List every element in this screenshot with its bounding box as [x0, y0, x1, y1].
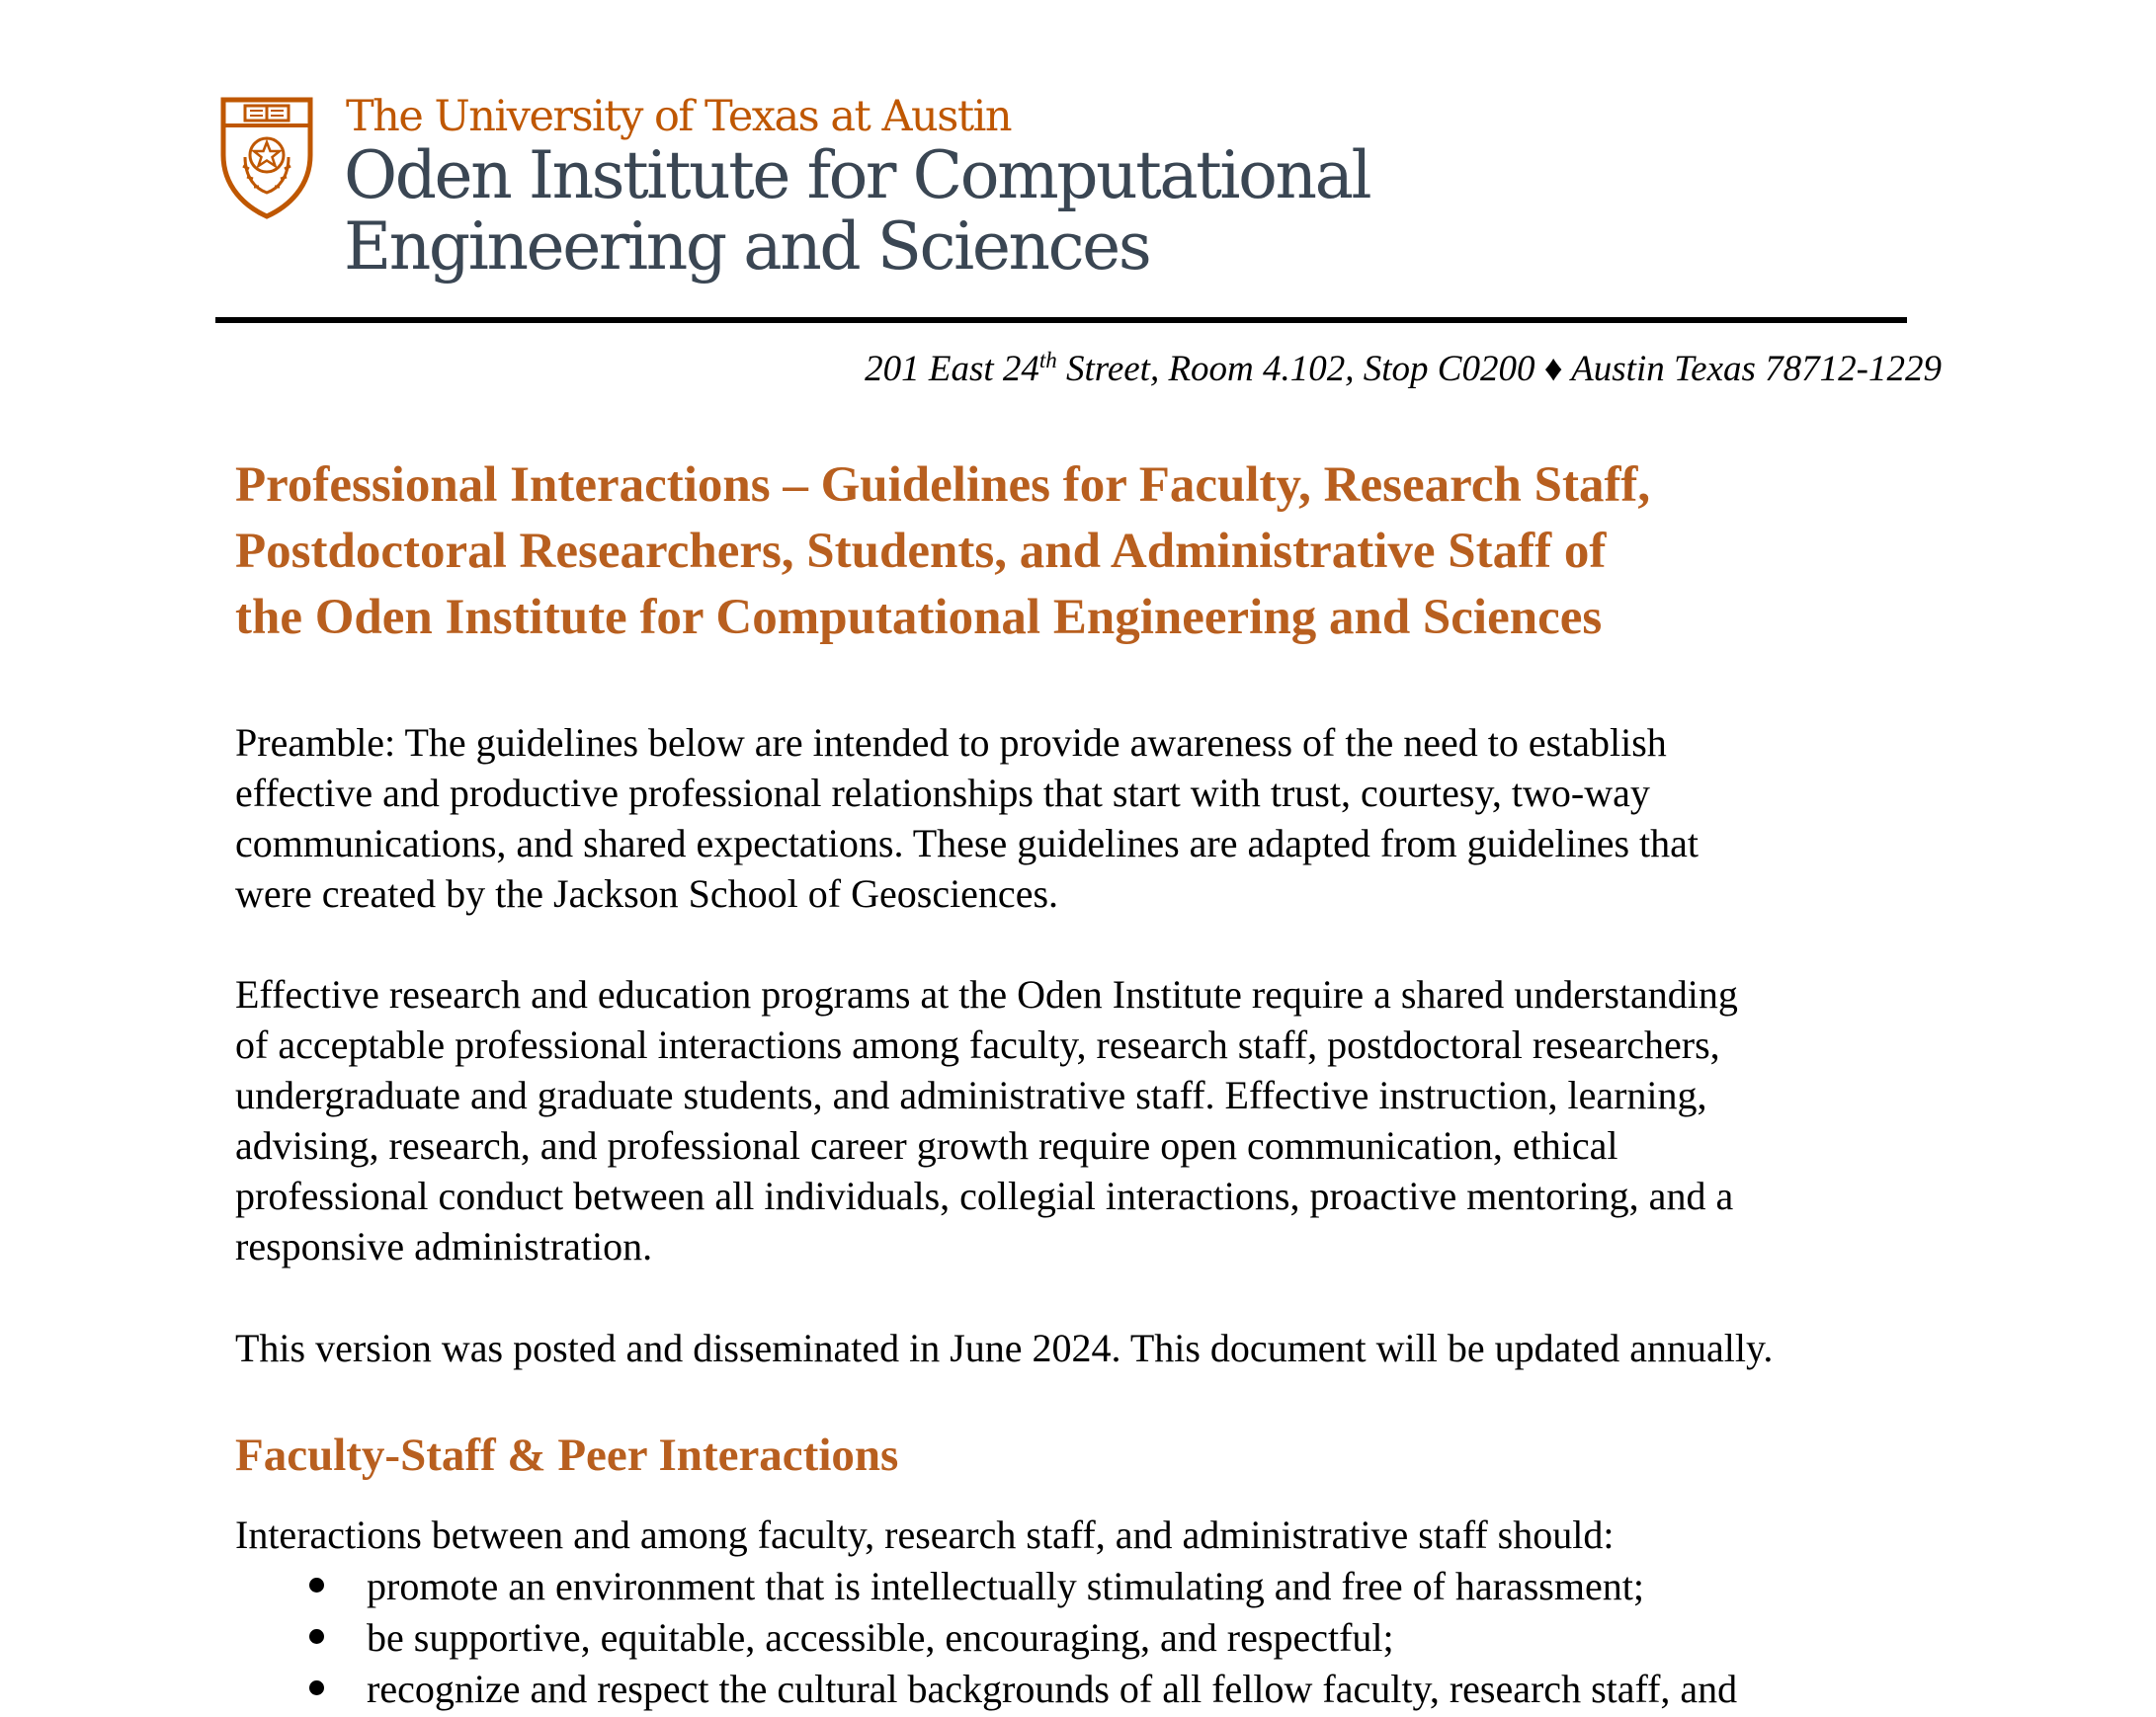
institute-name — [344, 137, 1370, 285]
bullet-item — [235, 1612, 1737, 1664]
address-street: 201 East 24 — [865, 349, 1039, 389]
paragraph-line: undergraduate and graduate students, and administrative staff. Effective instruction, learning, — [235, 1073, 1707, 1117]
document-title — [235, 452, 1935, 651]
preamble-line: were created by the Jackson School of Geosciences. — [235, 871, 1059, 916]
paragraph-line: professional conduct between all individuals, collegial interactions, proactive mentoring, and a — [235, 1174, 1734, 1218]
title-line-2: Postdoctoral Researchers, Students, and Administrative Staff of — [235, 524, 1607, 579]
version-note-text: This version was posted and disseminated in June 2024. This document will be updated annually. — [235, 1326, 1774, 1370]
bullet-dot-icon — [309, 1578, 324, 1593]
preamble-paragraph — [235, 717, 1974, 919]
paragraph-line: Effective research and education programs at the Oden Institute require a shared understanding — [235, 972, 1738, 1017]
guidelines-bullet-list — [235, 1561, 1737, 1715]
ut-shield-icon — [219, 96, 314, 220]
paragraph-line: advising, research, and professional career growth require open communication, ethical — [235, 1123, 1618, 1168]
bullet-item — [235, 1561, 1737, 1612]
address-ordinal: th — [1038, 348, 1057, 372]
bullet-dot-icon — [309, 1629, 324, 1644]
paragraph-line: responsive administration. — [235, 1224, 653, 1268]
address-rest: Street, Room 4.102, Stop C0200 ♦ Austin Texas 78712-1229 — [1056, 349, 1942, 389]
institute-name-line-2: Engineering and Sciences — [344, 208, 1150, 285]
title-line-3: the Oden Institute for Computational Engineering and Sciences — [235, 590, 1603, 645]
preamble-line: communications, and shared expectations. These guidelines are adapted from guidelines that — [235, 821, 1700, 865]
section-intro — [235, 1510, 1974, 1560]
section-intro-text: Interactions between and among faculty, research staff, and administrative staff should: — [235, 1513, 1615, 1557]
section-heading-faculty-staff: Faculty-Staff & Peer Interactions — [235, 1430, 899, 1481]
bullet-dot-icon — [309, 1680, 324, 1695]
paragraph-line: of acceptable professional interactions among faculty, research staff, postdoctoral researchers, — [235, 1022, 1720, 1067]
preamble-line: Preamble: The guidelines below are intended to provide awareness of the need to establish — [235, 720, 1667, 765]
address-line — [865, 348, 1942, 391]
version-note — [235, 1323, 1974, 1373]
bullet-text: promote an environment that is intellectually stimulating and free of harassment; — [367, 1564, 1644, 1608]
preamble-line: effective and productive professional relationships that start with trust, courtesy, two-way — [235, 771, 1650, 815]
institute-name-line-1: Oden Institute for Computational — [344, 137, 1370, 213]
title-line-1: Professional Interactions – Guidelines for Faculty, Research Staff, — [235, 457, 1651, 513]
university-name: The University of Texas at Austin — [346, 92, 1012, 141]
bullet-item — [235, 1664, 1737, 1715]
header-rule — [215, 317, 1907, 323]
bullet-text: recognize and respect the cultural backgrounds of all fellow faculty, research staff, and — [367, 1667, 1738, 1711]
effective-programs-paragraph — [235, 969, 1974, 1271]
bullet-text: be supportive, equitable, accessible, encouraging, and respectful; — [367, 1615, 1394, 1660]
